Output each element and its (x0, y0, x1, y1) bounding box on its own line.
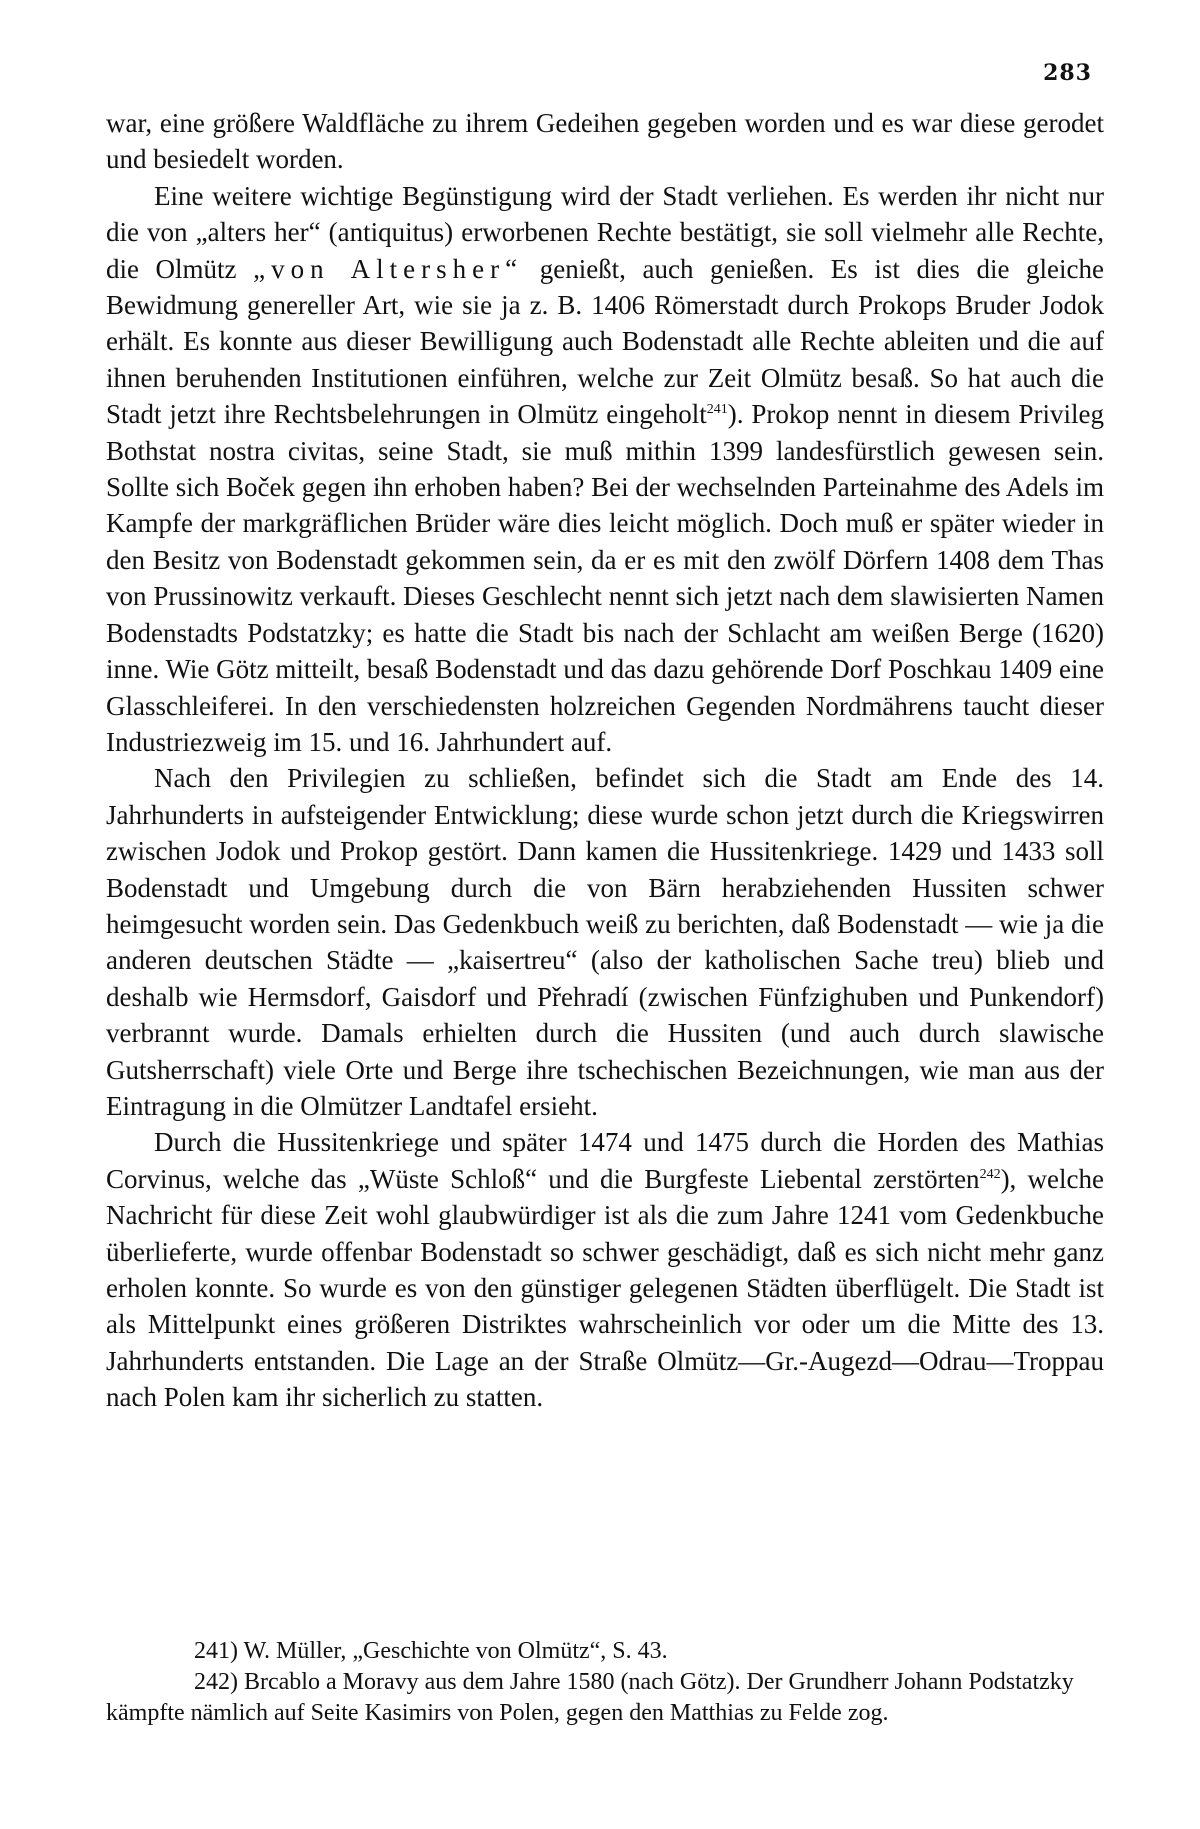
paragraph (106, 1124, 1104, 1415)
footnote-ref: 242 (979, 1166, 1001, 1182)
footnotes (106, 1636, 1104, 1729)
emphasized-quote: „von Altersher“ (253, 253, 524, 284)
footnote-number: 242) (194, 1669, 238, 1695)
text-run: Durch die Hussitenkriege und später 1474 und 1475 durch die Horden des Mathias Corvinus, welche das „Wüste Schloß“ und die Burgfeste Liebental zerstörten (106, 1127, 1104, 1194)
page-number: 283 (1043, 60, 1092, 86)
footnote (106, 1667, 1104, 1729)
text-run: ), welche Nachricht für diese Zeit wohl glaubwürdiger ist als die zum Jahre 1241 vom Gedenkbuche überlieferte, wurde offenbar Bodenstadt so schwer geschädigt, daß es sich nicht mehr ganz erholen konnte. So wurde es von den günstiger gelegenen Städten überflügelt. Die Stadt ist als Mittelpunkt eines größeren Distriktes wahrscheinlich vor oder um die Mitte des 13. Jahrhunderts entstanden. Die Lage an der Straße Olmütz—Gr.-Augezd—Odrau—Troppau nach Polen kam ihr sicherlich zu statten. (106, 1163, 1104, 1413)
text-run: Art, wie sie ja z. B. 1406 Römerstadt durch Prokops Bruder Jodok erhält. Es konnte aus dieser Bewilligung auch Bodenstadt alle Rechte ableiten und die auf ihnen beruhenden Institutionen einführen, welche zur Zeit Olmütz besaß. So hat auch die Stadt jetzt ihre Rechtsbelehrungen in Olmütz eingeholt (106, 290, 1105, 430)
footnote-number: 241) (194, 1638, 238, 1664)
paragraph: war, eine größere Waldfläche zu ihrem Gedeihen gegeben worden und es war diese gerodet und besiedelt worden. (106, 108, 1104, 175)
paragraph: Nach den Privilegien zu schließen, befindet sich die Stadt am Ende des 14. Jahrhunderts in aufsteigender Entwicklung; diese wurde schon jetzt durch die Kriegswirren zwischen Jodok und Prokop gestört. Dann kamen die Hussitenkriege. 1429 und 1433 soll Bodenstadt und Umgebung durch die von Bärn herabziehenden Hussiten schwer heimgesucht worden sein. Das Gedenkbuch weiß zu berichten, daß Bodenstadt — wie ja die anderen deutschen Städte — „kaisertreu“ (also der katholischen Sache treu) blieb und deshalb wie Hermsdorf, Gaisdorf und Přehradí (zwischen Fünfzighuben und Punkendorf) verbrannt wurde. Damals erhielten durch die Hussiten (und auch durch slawische Gutsherrschaft) viele Orte und Berge ihre tschechischen Bezeichnungen, wie man aus der Eintragung in die Olmützer Landtafel ersieht. (106, 763, 1104, 1121)
footnote-ref: 241 (706, 402, 728, 418)
paragraph (106, 178, 1104, 761)
body-text (106, 105, 1104, 1416)
footnote (106, 1636, 1104, 1667)
text-run: genießt, auch genießen. Es ist dies die gleiche Bewidmung genereller (106, 253, 1105, 321)
text-run: ). Prokop nennt in diesem Privileg Bothstat nostra civitas, seine Stadt, sie muß mithin 1399 landesfürstlich gewesen sein. Sollte sich Boček gegen ihn erhoben haben? Bei der wechselnden Parteinahme des Adels im Kampfe der markgräflichen Brüder wäre dies leicht möglich. Doch muß er später wieder in den Besitz von Bodenstadt gekommen sein, da er es mit den zwölf Dörfern 1408 dem Thas von Prussinowitz verkauft. Dieses Geschlecht nennt sich jetzt nach dem slawisierten Namen Bodenstadts Podstatzky; es hatte die Stadt bis nach der Schlacht am weißen Berge (1620) inne. Wie Götz mitteilt, besaß Bodenstadt und das dazu gehörende Dorf Poschkau 1409 eine Glasschleiferei. In den verschiedensten holzreichen Gegenden Nordmährens taucht dieser Industriezweig im 15. und 16. Jahrhundert auf. (106, 399, 1104, 757)
text-run: Eine weitere wichtige Begünstigung wird der Stadt verliehen. Es werden ihr nicht nur die von „alters her“ (antiquitus) erworbenen Rechte bestätigt, sie soll vielmehr alle Rechte, die Olmütz (106, 180, 1104, 284)
footnote-text: W. Müller, „Geschichte von Olmütz“, S. 43. (243, 1638, 668, 1664)
footnote-text: Brcablo a Moravy aus dem Jahre 1580 (nach Götz). Der Grundherr Johann Podstatzky kämpfte nämlich auf Seite Kasimirs von Polen, gegen den Matthias zu Felde zog. (106, 1669, 1074, 1726)
